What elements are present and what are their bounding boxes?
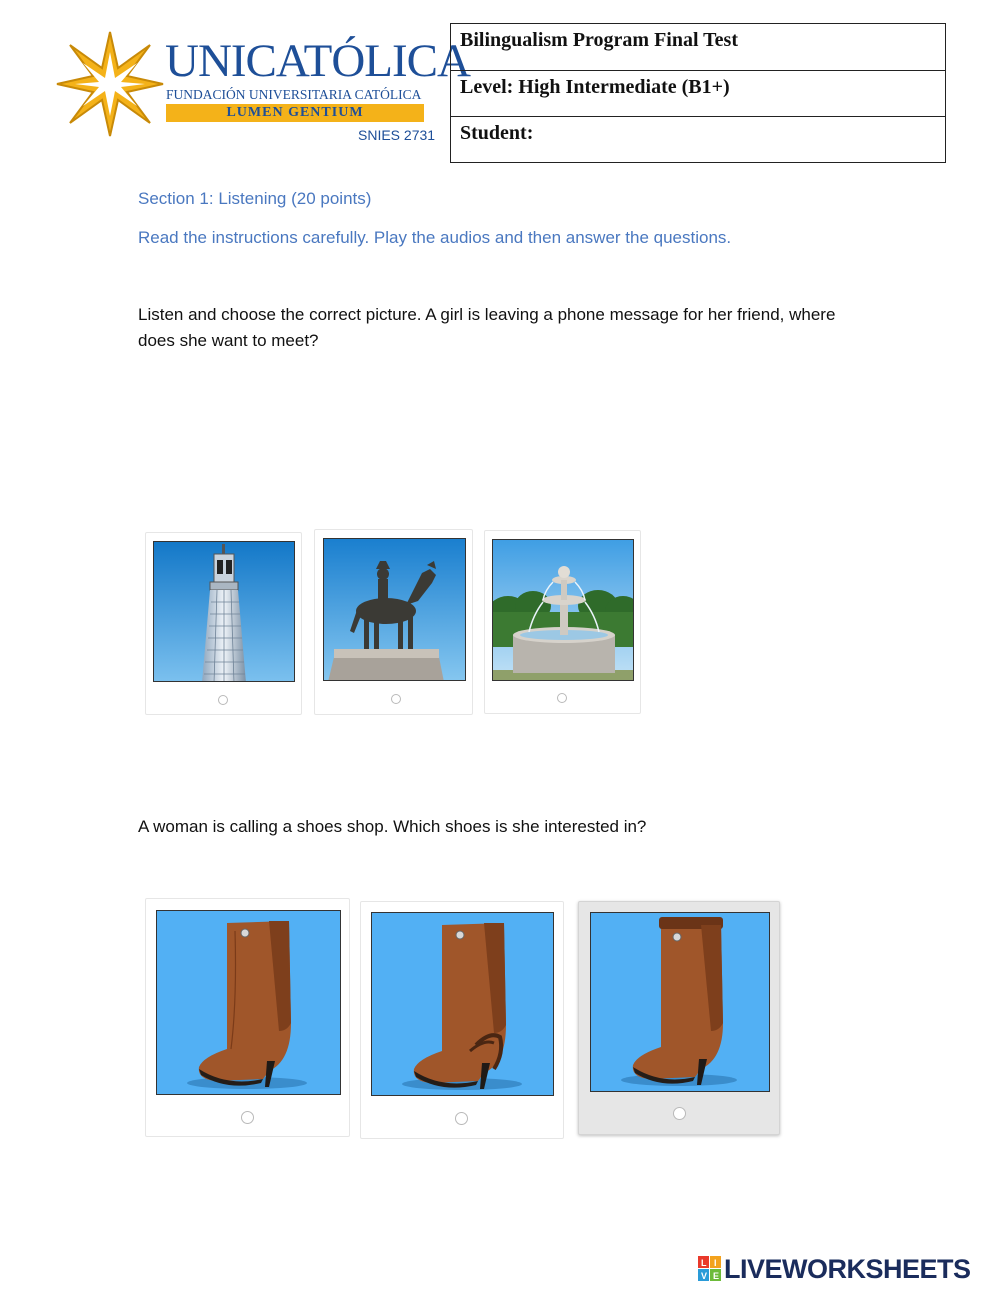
logo-motto: LUMEN GENTIUM [226, 105, 364, 120]
badge-letter: L [701, 1258, 707, 1268]
question-2-option-2-radio[interactable] [455, 1112, 468, 1125]
question-1-option-2-radio[interactable] [391, 694, 401, 704]
question-2-option-3[interactable] [578, 901, 780, 1135]
boot-cuff-picture [590, 912, 770, 1092]
logo-name: UNICATÓLICA [165, 35, 470, 87]
question-2-option-1-radio[interactable] [241, 1111, 254, 1124]
boot-strap-picture [371, 912, 554, 1096]
horse-statue-picture [323, 538, 466, 681]
section-title: Section 1: Listening (20 points) [138, 189, 372, 208]
fountain-picture [492, 539, 634, 681]
test-title: Bilingualism Program Final Test [460, 29, 738, 51]
question-2-text: A woman is calling a shoes shop. Which shoes is she interested in? [138, 817, 647, 836]
logo-code: SNIES 2731 [358, 127, 436, 143]
liveworksheets-badge [698, 1256, 722, 1284]
question-2-option-2[interactable] [360, 901, 564, 1139]
tower-picture [153, 541, 295, 682]
question-1-option-3-radio[interactable] [557, 693, 567, 703]
section-instructions: Read the instructions carefully. Play the audios and then answer the questions. [138, 228, 732, 247]
boot-plain-picture [156, 910, 341, 1095]
level-label: Level: High Intermediate (B1+) [451, 70, 945, 116]
question-1-option-3[interactable] [484, 530, 641, 714]
question-1-option-1[interactable] [145, 532, 302, 715]
badge-letter: V [701, 1271, 708, 1281]
question-2-option-3-radio[interactable] [673, 1107, 686, 1120]
question-1-option-2[interactable] [314, 529, 473, 715]
student-field[interactable]: Student: [451, 116, 945, 162]
header-table [450, 23, 946, 163]
question-1-option-1-radio[interactable] [218, 695, 228, 705]
liveworksheets-logo-icon [698, 1256, 722, 1282]
logo-subtitle: FUNDACIÓN UNIVERSITARIA CATÓLICA [166, 87, 422, 102]
star-emblem-icon [55, 30, 165, 140]
question-1-text: Listen and choose the correct picture. A girl is leaving a phone message for her friend, where does she want to meet? [138, 305, 836, 350]
badge-letter: I [714, 1258, 717, 1268]
badge-letter: E [713, 1271, 720, 1281]
liveworksheets-brand[interactable]: LIVEWORKSHEETS [724, 1254, 971, 1284]
question-2-option-1[interactable] [145, 898, 350, 1137]
